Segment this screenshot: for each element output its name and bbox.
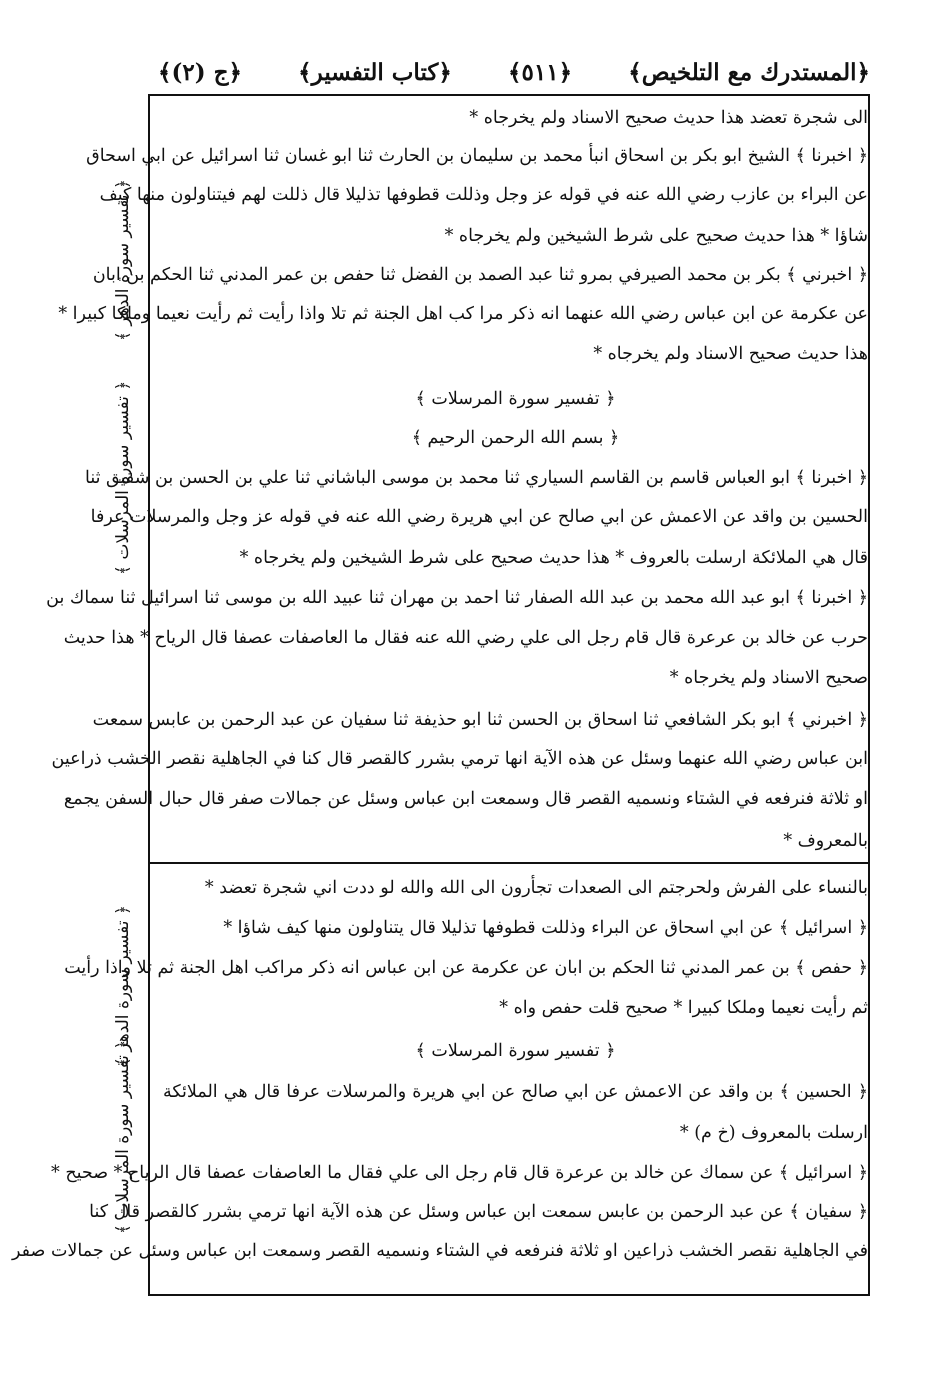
main-line: ﴿ اخبرنا ﴾ الشيخ ابو بكر بن اسحاق انبأ محمد بن سليمان بن الحارث ثنا ابو غسان ثنا اسرائيل عن ابي اسحاق bbox=[86, 146, 868, 166]
margin-note-dahr-summary: ﴿ تفسير سورة الدهر ﴾ bbox=[113, 905, 133, 1067]
page-number: ﴿٥١١﴾ bbox=[508, 58, 573, 86]
summary-line: في الجاهلية نقصر الخشب ذراعين او ثلاثة فنرفعه في الشتاء ونسميه القصر وسمعت ابن عباس وسئل عن جمالات صفر bbox=[12, 1241, 868, 1261]
surah-heading: ﴿ تفسير سورة المرسلات ﴾ bbox=[415, 389, 616, 409]
summary-line: ﴿ اسرائيل ﴾ عن سماك عن خالد بن عرعرة قال قام رجل الى علي فقال ما العاصفات عصفا قال الرياح * صحيح * bbox=[51, 1163, 868, 1183]
summary-line: ارسلت بالمعروف (خ م) * bbox=[679, 1123, 868, 1143]
main-line: صحيح الاسناد ولم يخرجاه * bbox=[669, 668, 868, 688]
main-line: عن البراء بن عازب رضي الله عنه في قوله عز وجل وذللت قطوفها تذليلا قال ذللت لهم فيتناولون منها كيف bbox=[99, 185, 868, 205]
volume-number: ﴿ج (٢)﴾ bbox=[158, 58, 242, 86]
summary-line: ﴿ حفص ﴾ بن عمر المدني ثنا الحكم بن ابان عن عكرمة عن ابن عباس انه ذكر مراكب اهل الجنة ثم تلا واذا رأيت bbox=[64, 958, 868, 978]
section-divider bbox=[148, 862, 870, 864]
summary-line: ﴿ اسرائيل ﴾ عن ابي اسحاق عن البراء وذللت قطوفها تذليلا قال يتناولون منها كيف شاؤا * bbox=[223, 918, 868, 938]
margin-note-dahr: ﴿ تفسير سورة الدهر ﴾ bbox=[113, 179, 133, 341]
book-title: ﴿المستدرك مع التلخيص﴾ bbox=[628, 58, 870, 86]
main-line: الحسين بن واقد عن الاعمش عن ابي صالح عن ابي هريرة رضي الله عنه في قوله عز وجل والمرسلات عرفا bbox=[90, 507, 868, 527]
main-line: شاؤا * هذا حديث صحيح على شرط الشيخين ولم يخرجاه * bbox=[444, 226, 868, 246]
main-line: او ثلاثة فنرفعه في الشتاء ونسميه القصر قال وسمعت ابن عباس وسئل عن جمالات صفر قال حبال السفن يجمع bbox=[63, 789, 868, 809]
summary-line: بالنساء على الفرش ولحرجتم الى الصعدات تجأرون الى الله والله لو ددت اني شجرة تعضد * bbox=[204, 878, 868, 898]
main-line: ﴿ اخبرني ﴾ بكر بن محمد الصيرفي بمرو ثنا عبد الصمد بن الفضل ثنا حفص بن عمر المدني ثنا الحكم بن ابان bbox=[92, 265, 868, 285]
main-line: ابن عباس رضي الله عنهما وسئل عن هذه الآية انها ترمي بشرر كالقصر قال كنا في الجاهلية نقصر الخشب ذراعين bbox=[51, 749, 868, 769]
summary-line: ثم رأيت نعيما وملكا كبيرا * صحيح قلت حفص واه * bbox=[499, 998, 868, 1018]
margin-note-mursalat: ﴿ تفسير سورة المرسلات ﴾ bbox=[113, 380, 133, 575]
main-line: عن عكرمة عن ابن عباس رضي الله عنهما انه ذكر مرا كب اهل الجنة ثم تلا واذا رأيت ثم رأيت نعيما وملكا كبيرا * bbox=[58, 304, 868, 324]
summary-line: ﴿ سفيان ﴾ عن عبد الرحمن بن عابس سمعت ابن عباس وسئل عن هذه الآية انها ترمي بشرر كالقصر قال كنا bbox=[89, 1202, 868, 1222]
summary-line: ﴿ الحسين ﴾ بن واقد عن الاعمش عن ابي صالح عن ابي هريرة والمرسلات عرفا قال هي الملائكة bbox=[163, 1082, 868, 1102]
margin-note-mursalat-summary: ﴿ تفسير سورة المرسلات ﴾ bbox=[113, 1040, 133, 1235]
main-line: هذا حديث صحيح الاسناد ولم يخرجاه * bbox=[593, 344, 868, 364]
page-header bbox=[158, 52, 870, 92]
main-line: ﴿ اخبرنا ﴾ ابو عبد الله محمد بن عبد الله الصفار ثنا احمد بن مهران ثنا عبيد الله بن موسى ثنا اسرائيل ثنا سماك بن bbox=[46, 588, 868, 608]
chapter-title: ﴿كتاب التفسير﴾ bbox=[298, 58, 452, 86]
main-line: ﴿ اخبرنا ﴾ ابو العباس قاسم بن القاسم السياري ثنا محمد بن موسى الباشاني ثنا علي بن الحسن بن شقيق ثنا bbox=[85, 468, 868, 488]
summary-heading: ﴿ تفسير سورة المرسلات ﴾ bbox=[415, 1041, 616, 1061]
main-line: حرب عن خالد بن عرعرة قال قام رجل الى علي رضي الله عنه فقال ما العاصفات عصفا قال الرياح * هذا حديث bbox=[63, 628, 868, 648]
main-line: ﴿ اخبرني ﴾ ابو بكر الشافعي ثنا اسحاق بن الحسن ثنا ابو حذيفة ثنا سفيان عن عبد الرحمن بن عابس سمعت bbox=[92, 710, 868, 730]
main-line: الى شجرة تعضد هذا حديث صحيح الاسناد ولم يخرجاه * bbox=[469, 108, 868, 128]
basmala: ﴿ بسم الله الرحمن الرحيم ﴾ bbox=[411, 428, 620, 448]
main-line: بالمعروف * bbox=[783, 831, 868, 851]
main-line: قال هي الملائكة ارسلت بالعروف * هذا حديث صحيح على شرط الشيخين ولم يخرجاه * bbox=[239, 548, 868, 568]
